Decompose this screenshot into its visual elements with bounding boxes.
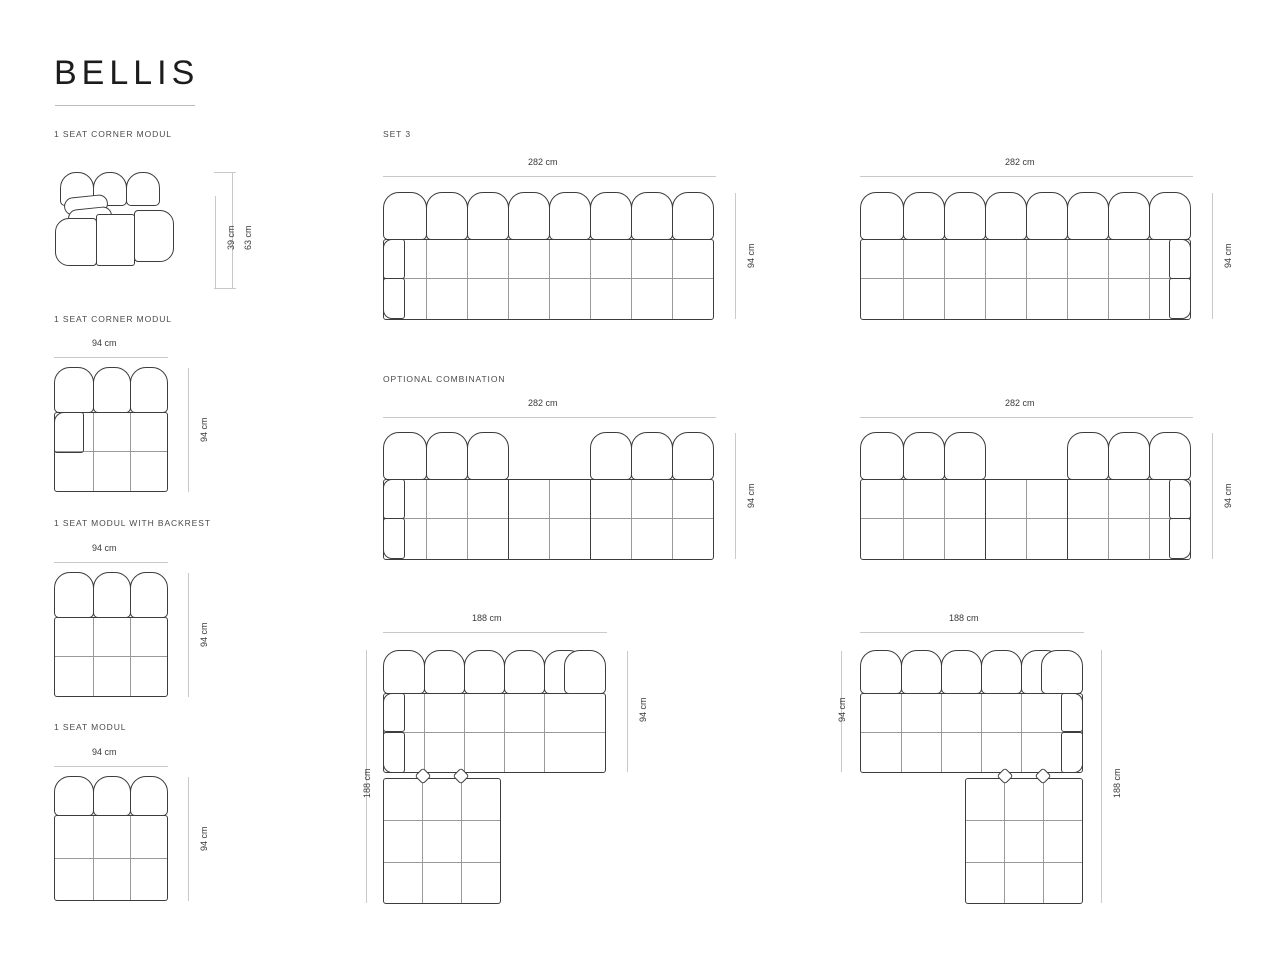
dim-corner-top-width: 94 cm — [92, 338, 117, 348]
guide-v-set3-right-depth — [1212, 193, 1213, 319]
guide-h-seat-width — [54, 766, 168, 767]
title-divider — [55, 105, 195, 106]
guide-v-opt-left-depth — [735, 433, 736, 559]
caption-corner-modul-perspective: 1 SEAT CORNER MODUL — [54, 129, 172, 139]
dim-set3-right-width: 282 cm — [1005, 157, 1035, 167]
guide-h-corner-left-width — [383, 632, 607, 633]
caption-corner-modul-top: 1 SEAT CORNER MODUL — [54, 314, 172, 324]
dim-corner-left-width: 188 cm — [472, 613, 502, 623]
dim-corner-height-39: 39 cm — [226, 225, 236, 250]
guide-h-set3-right-width — [860, 176, 1193, 177]
dim-opt-right-width: 282 cm — [1005, 398, 1035, 408]
guide-h-63-bottom — [214, 288, 236, 289]
dim-opt-left-depth: 94 cm — [746, 483, 756, 508]
caption-modul-with-backrest: 1 SEAT MODUL WITH BACKREST — [54, 518, 211, 528]
guide-v-seat-depth — [188, 777, 189, 901]
dim-corner-right-side: 188 cm — [1112, 768, 1122, 798]
dim-set3-right-depth: 94 cm — [1223, 243, 1233, 268]
drawing-optional-left — [383, 432, 715, 560]
drawing-seat-modul — [54, 776, 169, 902]
guide-v-set3-left-depth — [735, 193, 736, 319]
guide-h-63-top — [214, 172, 236, 173]
page-title: BELLIS — [54, 54, 200, 92]
dim-set3-left-width: 282 cm — [528, 157, 558, 167]
guide-h-opt-right-width — [860, 417, 1193, 418]
dim-seat-width: 94 cm — [92, 747, 117, 757]
dim-corner-left-depth: 94 cm — [638, 697, 648, 722]
dim-corner-right-width: 188 cm — [949, 613, 979, 623]
guide-h-opt-left-width — [383, 417, 716, 418]
dim-backrest-depth: 94 cm — [199, 622, 209, 647]
guide-h-corner-top-width — [54, 357, 168, 358]
guide-v-39 — [215, 196, 216, 288]
dim-corner-height-63: 63 cm — [243, 225, 253, 250]
guide-h-set3-left-width — [383, 176, 716, 177]
drawing-modul-with-backrest — [54, 572, 169, 698]
dim-set3-left-depth: 94 cm — [746, 243, 756, 268]
guide-v-backrest-depth — [188, 573, 189, 697]
drawing-set3-right — [860, 192, 1192, 320]
drawing-set3-left — [383, 192, 715, 320]
drawing-optional-right — [860, 432, 1192, 560]
guide-v-corner-top-depth — [188, 368, 189, 492]
drawing-corner-right — [860, 650, 1084, 904]
caption-seat-modul: 1 SEAT MODUL — [54, 722, 127, 732]
dim-corner-right-depth: 94 cm — [837, 697, 847, 722]
guide-v-corner-right-side — [1101, 650, 1102, 903]
dim-opt-left-width: 282 cm — [528, 398, 558, 408]
guide-h-backrest-width — [54, 562, 168, 563]
dim-opt-right-depth: 94 cm — [1223, 483, 1233, 508]
dim-corner-top-depth: 94 cm — [199, 417, 209, 442]
drawing-corner-modul-top — [54, 367, 169, 493]
dim-backrest-width: 94 cm — [92, 543, 117, 553]
guide-h-corner-right-width — [860, 632, 1084, 633]
guide-v-corner-left-depth — [627, 651, 628, 772]
drawing-corner-modul-perspective — [54, 170, 204, 285]
section-label-optional: OPTIONAL COMBINATION — [383, 374, 506, 384]
dim-seat-depth: 94 cm — [199, 826, 209, 851]
guide-v-opt-right-depth — [1212, 433, 1213, 559]
dim-corner-left-side: 188 cm — [362, 768, 372, 798]
section-label-set3: SET 3 — [383, 129, 411, 139]
drawing-corner-left — [383, 650, 607, 904]
